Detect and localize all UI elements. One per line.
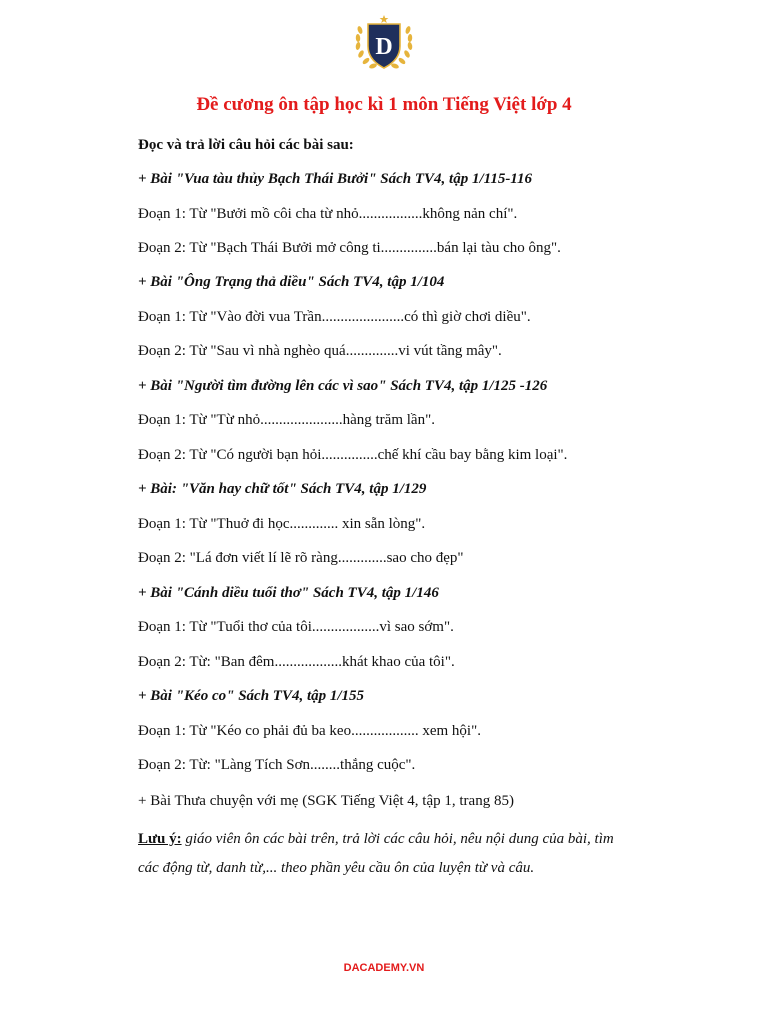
laurel-shield-logo-icon — [352, 14, 416, 72]
lesson-paragraph: Đoạn 2: Từ: "Làng Tích Sơn........thắng cuộc". — [138, 757, 416, 773]
lesson-paragraph: Đoạn 2: Từ "Bạch Thái Bưởi mở công ti...............bán lại tàu cho ông". — [138, 240, 561, 256]
note-block — [138, 825, 638, 883]
logo-letter: D — [375, 34, 393, 60]
intro-heading: Đọc và trả lời câu hỏi các bài sau: — [138, 137, 354, 153]
page-title: Đề cương ôn tập học kì 1 môn Tiếng Việt lớp 4 — [196, 94, 572, 115]
extra-lesson: + Bài Thưa chuyện với mẹ (SGK Tiếng Việt 4, tập 1, trang 85) — [138, 793, 514, 809]
lesson-paragraph: Đoạn 2: Từ "Có người bạn hỏi...............chế khí cầu bay bằng kim loại". — [138, 447, 568, 463]
note-label: Lưu ý: — [138, 831, 182, 847]
lesson-paragraph: Đoạn 1: Từ "Vào đời vua Trần......................có thì giờ chơi diều". — [138, 309, 531, 325]
lesson-paragraph: Đoạn 1: Từ "Kéo co phải đủ ba keo.................. xem hội". — [138, 723, 481, 739]
lesson-paragraph: Đoạn 2: Từ: "Ban đêm..................khát khao của tôi". — [138, 654, 455, 670]
lesson-paragraph: Đoạn 1: Từ "Tuổi thơ của tôi..................vì sao sớm". — [138, 619, 454, 635]
lesson-heading: + Bài: "Văn hay chữ tốt" Sách TV4, tập 1/129 — [138, 481, 427, 497]
lesson-paragraph: Đoạn 1: Từ "Thuở đi học............. xin sẵn lòng". — [138, 516, 426, 532]
lesson-heading: + Bài "Kéo co" Sách TV4, tập 1/155 — [138, 688, 365, 704]
lesson-paragraph: Đoạn 1: Từ "Từ nhỏ......................hàng trăm lần". — [138, 412, 435, 428]
lesson-heading: + Bài "Người tìm đường lên các vì sao" Sách TV4, tập 1/125 -126 — [138, 378, 548, 394]
lesson-heading: + Bài "Ông Trạng thả diều" Sách TV4, tập 1/104 — [138, 274, 445, 290]
lesson-heading: + Bài "Cánh diều tuổi thơ" Sách TV4, tập 1/146 — [138, 585, 439, 601]
lesson-heading: + Bài "Vua tàu thủy Bạch Thái Bưởi" Sách TV4, tập 1/115-116 — [138, 171, 532, 187]
note-text: giáo viên ôn các bài trên, trả lời các câu hỏi, nêu nội dung của bài, tìm các động từ, danh từ,... theo phần yêu cầu ôn của luyện từ và câu. — [138, 831, 614, 876]
lesson-paragraph: Đoạn 2: "Lá đơn viết lí lẽ rõ ràng.............sao cho đẹp" — [138, 550, 464, 566]
footer-brand: DACADEMY.VN — [343, 962, 425, 974]
lesson-paragraph: Đoạn 1: Từ "Bưởi mồ côi cha từ nhỏ.................không nản chí". — [138, 206, 518, 222]
lesson-paragraph: Đoạn 2: Từ "Sau vì nhà nghèo quá..............vi vút tầng mây". — [138, 343, 502, 359]
